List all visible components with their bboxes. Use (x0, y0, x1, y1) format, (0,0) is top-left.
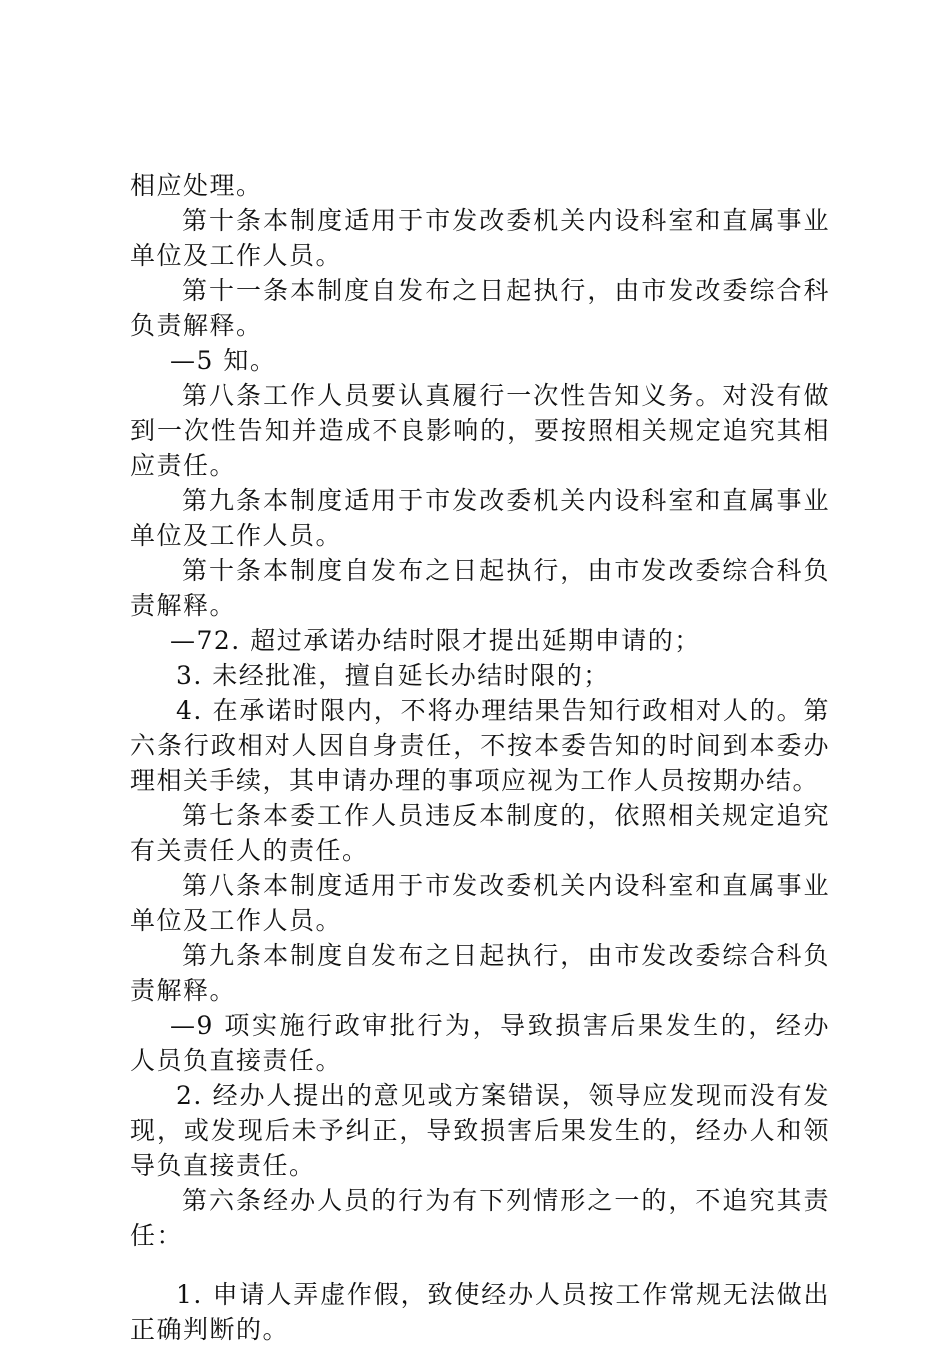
paragraph-13: 第九条本制度自发布之日起执行，由市发改委综合科负责解释。 (130, 941, 830, 1005)
paragraph-10: 4. 在承诺时限内，不将办理结果告知行政相对人的。第六条行政相对人因自身责任，不按本委告知的时间到本委办理相关手续，其申请办理的事项应视为工作人员按期办结。 (130, 696, 830, 795)
paragraph-15: 2. 经办人提出的意见或方案错误，领导应发现而没有发现，或发现后未予纠正，导致损害后果发生的，经办人和领导负直接责任。 (130, 1081, 830, 1180)
paragraph-gap (130, 1253, 830, 1277)
paragraph-14: —9 项实施行政审批行为，导致损害后果发生的，经办人员负直接责任。 (130, 1011, 830, 1075)
paragraph-2: 第十条本制度适用于市发改委机关内设科室和直属事业单位及工作人员。 (130, 206, 830, 270)
document-body (130, 168, 830, 1347)
paragraph-6: 第九条本制度适用于市发改委机关内设科室和直属事业单位及工作人员。 (130, 486, 830, 550)
paragraph-8: —72. 超过承诺办结时限才提出延期申请的； (170, 626, 701, 655)
paragraph-7: 第十条本制度自发布之日起执行，由市发改委综合科负责解释。 (130, 556, 830, 620)
paragraph-17: 1. 申请人弄虚作假，致使经办人员按工作常规无法做出正确判断的。 (130, 1280, 830, 1344)
paragraph-9: 3. 未经批准，擅自延长办结时限的； (176, 661, 610, 690)
paragraph-5: 第八条工作人员要认真履行一次性告知义务。对没有做到一次性告知并造成不良影响的，要按照相关规定追究其相应责任。 (130, 381, 830, 480)
paragraph-4: —5 知。 (170, 346, 277, 375)
paragraph-3: 第十一条本制度自发布之日起执行，由市发改委综合科负责解释。 (130, 276, 830, 340)
paragraph-12: 第八条本制度适用于市发改委机关内设科室和直属事业单位及工作人员。 (130, 871, 830, 935)
paragraph-16: 第六条经办人员的行为有下列情形之一的，不追究其责任： (130, 1186, 830, 1250)
paragraph-1: 相应处理。 (130, 171, 263, 200)
paragraph-11: 第七条本委工作人员违反本制度的，依照相关规定追究有关责任人的责任。 (130, 801, 830, 865)
